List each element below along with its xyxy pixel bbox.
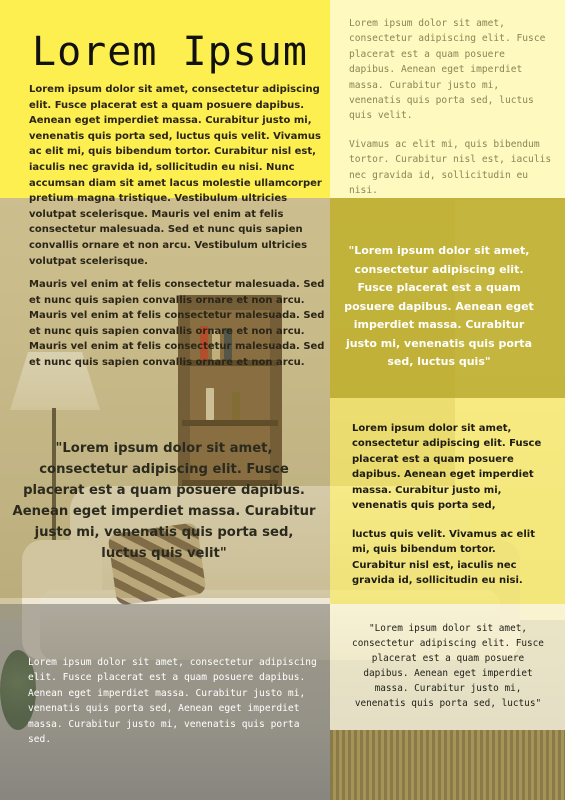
- pull-quote-center: "Lorem ipsum dolor sit amet, consectetur adipiscing elit. Fusce placerat est a quam posuere dapibus. Aenean eget imperdiet massa. Curabitur justo mi, venenatis quis porta sed, luctus quis velit": [12, 441, 316, 561]
- pull-quote-right: "Lorem ipsum dolor sit amet, consectetur adipiscing elit. Fusce placerat est a quam posuere dapibus. Aenean eget imperdiet massa. Curabitur justo mi, venenatis quis porta sed, luctus quis": [344, 244, 534, 368]
- top-right-paragraph-2: Vivamus ac elit mi, quis bibendum tortor. Curabitur nisl est, iaculis nec gravida id, sollicitudin eu nisi.: [349, 139, 552, 197]
- rug: [330, 730, 565, 800]
- top-right-paragraph-1: Lorem ipsum dolor sit amet, consectetur adipiscing elit. Fusce placerat est a quam posuere dapibus. Aenean eget imperdiet massa. Curabitur justo mi, venenatis quis porta sed, luctus quis velit.: [349, 18, 546, 122]
- mid-right-paragraph-2: luctus quis velit. Vivamus ac elit mi, quis bibendum tortor. Curabitur nisl est, iaculis nec gravida id, sollicitudin eu nisi.: [352, 529, 535, 587]
- bottom-right-quote: "Lorem ipsum dolor sit amet, consectetur adipiscing elit. Fusce placerat est a quam posuere dapibus. Aenean eget imperdiet massa. Curabitur justo mi, venenatis quis porta sed, luctus": [352, 623, 544, 709]
- mid-right-paragraph-1: Lorem ipsum dolor sit amet, consectetur adipiscing elit. Fusce placerat est a quam posuere dapibus. Aenean eget imperdiet massa. Curabitur justo mi, venenatis quis porta sed,: [352, 423, 542, 512]
- bottom-left-paragraph: Lorem ipsum dolor sit amet, consectetur adipiscing elit. Fusce placerat est a quam posuere dapibus. Aenean eget imperdiet massa. Curabitur justo mi, venenatis quis porta sed, Aenean eget imperdiet massa. Curabitur justo mi, venenatis quis porta sed.: [28, 657, 317, 746]
- page-title: Lorem Ipsum: [32, 29, 308, 75]
- intro-paragraph: Lorem ipsum dolor sit amet, consectetur adipiscing elit. Fusce placerat est a quam posuere dapibus. Aenean eget imperdiet massa. Curabitur justo mi, venenatis quis porta sed, luctus quis velit. Vivamus ac elit mi, quis bibendum tortor. Curabitur nisl est, iaculis nec gravida id, sollicitudin eu nisi. Nunc accumsan diam sit amet lacus molestie ullamcorper pretium magna tristique. Vestibulum ultricies volutpat scelerisque. Mauris vel enim at felis consectetur malesuada. Sed et nunc quis sapien convallis ornare et non arcu. Vestibulum ultricies volutpat scelerisque.: [29, 84, 322, 267]
- left-paragraph-2: Mauris vel enim at felis consectetur malesuada. Sed et nunc quis sapien convallis ornare et non arcu. Mauris vel enim at felis consectetur malesuada. Sed et nunc quis sapien convallis ornare et non arcu. Mauris vel enim at felis consectetur malesuada. Sed et nunc quis sapien convallis ornare et non arcu.: [29, 279, 325, 368]
